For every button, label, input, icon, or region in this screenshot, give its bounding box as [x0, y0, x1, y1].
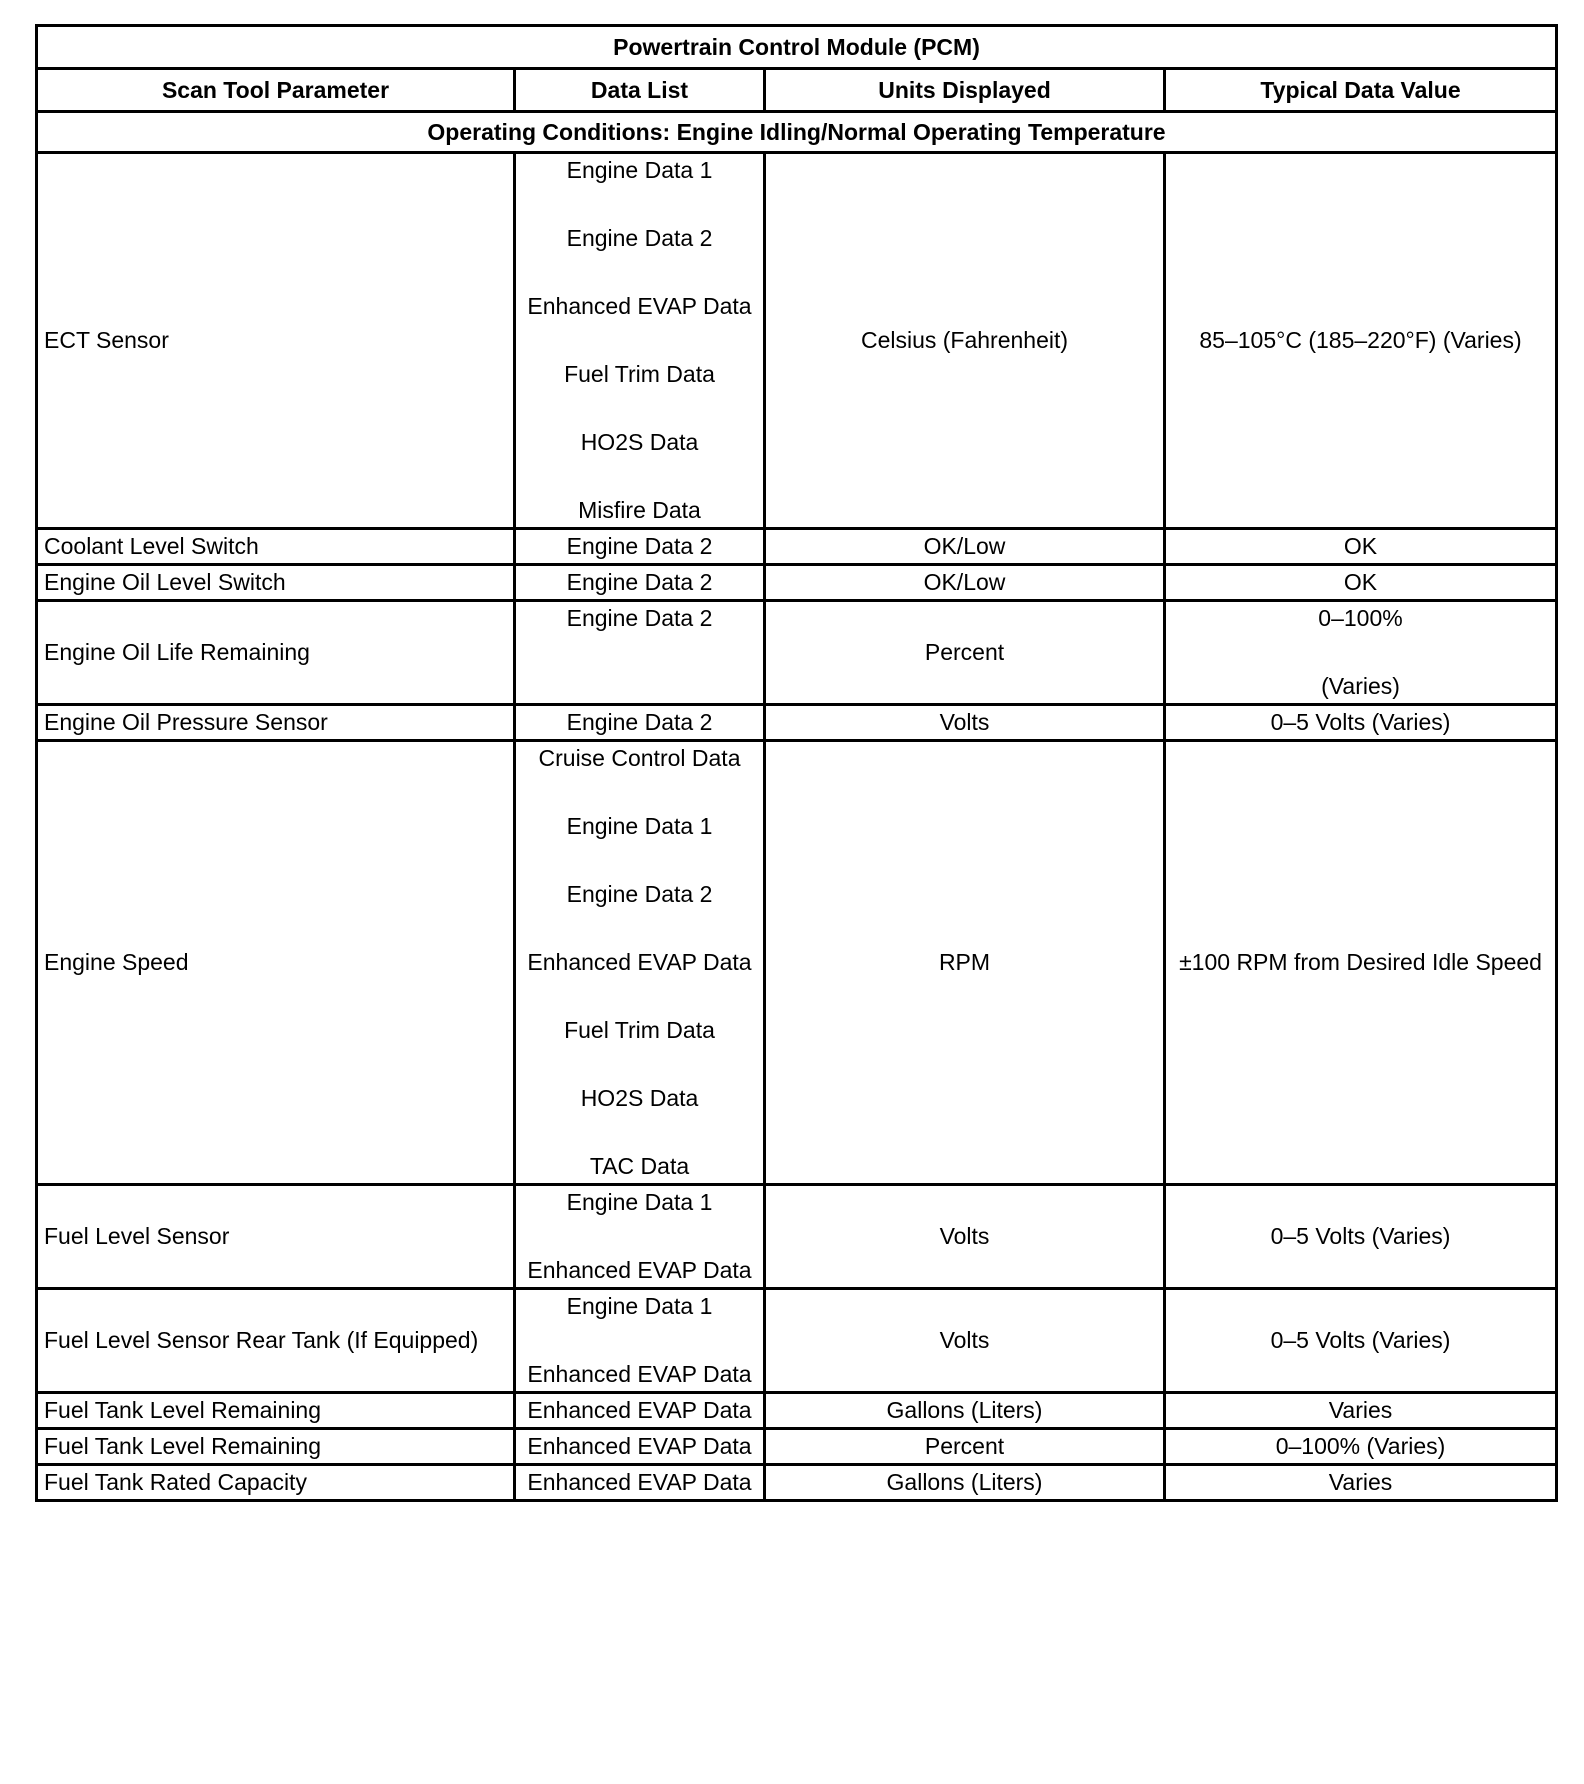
cell-typical-data-value [1165, 741, 1557, 1185]
data-list-entry: Engine Data 2 [566, 569, 713, 595]
table-row [37, 153, 1557, 529]
data-list-entry: HO2S Data [580, 429, 699, 455]
data-list-entry: Engine Data 2 [566, 605, 713, 631]
cell-data-list [515, 565, 765, 601]
table-row [37, 1393, 1557, 1429]
header-units-displayed: Units Displayed [765, 69, 1165, 112]
data-list-entry: Enhanced EVAP Data [527, 1257, 752, 1283]
typical-value-line: (Varies) [1321, 673, 1400, 699]
pcm-data-table [35, 24, 1558, 1502]
cell-typical-data-value [1165, 1289, 1557, 1393]
cell-data-list [515, 1465, 765, 1501]
cell-data-list [515, 741, 765, 1185]
table-title-row [37, 26, 1557, 69]
table-row [37, 1185, 1557, 1289]
data-list-entry: Engine Data 2 [566, 533, 713, 559]
data-list-entry: Engine Data 2 [566, 709, 713, 735]
cell-units-displayed: Percent [765, 1429, 1165, 1465]
typical-value-line: Varies [1328, 1397, 1393, 1423]
table-row [37, 1289, 1557, 1393]
table-row [37, 1429, 1557, 1465]
typical-value-line: 0–5 Volts (Varies) [1270, 709, 1451, 735]
table-row [37, 565, 1557, 601]
typical-value-line: OK [1343, 569, 1378, 595]
cell-typical-data-value [1165, 601, 1557, 705]
table-header-row [37, 69, 1557, 112]
data-list-entry: Enhanced EVAP Data [527, 1397, 752, 1423]
header-data-list: Data List [515, 69, 765, 112]
data-list-entry: Cruise Control Data [538, 745, 741, 771]
data-list-entry: Engine Data 1 [566, 157, 713, 183]
cell-typical-data-value [1165, 529, 1557, 565]
data-list-entry: Engine Data 1 [566, 1293, 713, 1319]
data-list-entry: HO2S Data [580, 1085, 699, 1111]
cell-scan-tool-parameter: Fuel Tank Level Remaining [37, 1429, 515, 1465]
table-row [37, 741, 1557, 1185]
cell-data-list [515, 529, 765, 565]
data-list-entry: Enhanced EVAP Data [527, 1433, 752, 1459]
data-list-entry: Engine Data 1 [566, 813, 713, 839]
cell-scan-tool-parameter: ECT Sensor [37, 153, 515, 529]
cell-typical-data-value [1165, 1185, 1557, 1289]
cell-typical-data-value [1165, 1429, 1557, 1465]
typical-value-line: 0–100% [1318, 605, 1403, 631]
data-list-entry: Enhanced EVAP Data [527, 293, 752, 319]
header-scan-tool-parameter: Scan Tool Parameter [37, 69, 515, 112]
data-list-entry: Fuel Trim Data [564, 1017, 715, 1043]
data-list-entry: Enhanced EVAP Data [527, 1469, 752, 1495]
cell-units-displayed: Percent [765, 601, 1165, 705]
cell-data-list [515, 705, 765, 741]
cell-scan-tool-parameter: Coolant Level Switch [37, 529, 515, 565]
data-list-entry: TAC Data [589, 1153, 690, 1179]
table-row [37, 1465, 1557, 1501]
typical-value-line: ±100 RPM from Desired Idle Speed [1179, 949, 1542, 975]
cell-units-displayed: OK/Low [765, 529, 1165, 565]
data-list-entry: Enhanced EVAP Data [527, 949, 752, 975]
cell-data-list [515, 153, 765, 529]
cell-scan-tool-parameter: Engine Oil Level Switch [37, 565, 515, 601]
table-row [37, 601, 1557, 705]
cell-typical-data-value [1165, 1465, 1557, 1501]
table-row [37, 705, 1557, 741]
data-list-entry: Engine Data 2 [566, 225, 713, 251]
cell-units-displayed: OK/Low [765, 565, 1165, 601]
table-body [37, 112, 1557, 1501]
table-row [37, 529, 1557, 565]
cell-typical-data-value [1165, 705, 1557, 741]
cell-scan-tool-parameter: Engine Oil Pressure Sensor [37, 705, 515, 741]
data-list-entry: Engine Data 2 [566, 881, 713, 907]
data-list-entry: Fuel Trim Data [564, 361, 715, 387]
cell-scan-tool-parameter: Engine Speed [37, 741, 515, 1185]
cell-units-displayed: Volts [765, 1289, 1165, 1393]
data-list-entry: Misfire Data [578, 497, 701, 523]
cell-typical-data-value [1165, 1393, 1557, 1429]
cell-data-list [515, 1185, 765, 1289]
table-title: Powertrain Control Module (PCM) [37, 26, 1557, 69]
cell-units-displayed: RPM [765, 741, 1165, 1185]
cell-units-displayed: Volts [765, 1185, 1165, 1289]
cell-scan-tool-parameter: Fuel Tank Rated Capacity [37, 1465, 515, 1501]
cell-data-list [515, 601, 765, 705]
data-list-entry: Enhanced EVAP Data [527, 1361, 752, 1387]
cell-typical-data-value [1165, 153, 1557, 529]
section-row [37, 112, 1557, 153]
typical-value-line: OK [1343, 533, 1378, 559]
typical-value-line: Varies [1328, 1469, 1393, 1495]
cell-scan-tool-parameter: Fuel Level Sensor Rear Tank (If Equipped) [37, 1289, 515, 1393]
data-list-entry: Engine Data 1 [566, 1189, 713, 1215]
cell-typical-data-value [1165, 565, 1557, 601]
operating-conditions-label: Operating Conditions: Engine Idling/Normal Operating Temperature [37, 112, 1557, 153]
cell-scan-tool-parameter: Fuel Tank Level Remaining [37, 1393, 515, 1429]
cell-scan-tool-parameter: Engine Oil Life Remaining [37, 601, 515, 705]
typical-value-line: 0–5 Volts (Varies) [1270, 1327, 1451, 1353]
typical-value-line: 85–105°C (185–220°F) (Varies) [1199, 327, 1522, 353]
typical-value-line: 0–100% (Varies) [1275, 1433, 1446, 1459]
cell-units-displayed: Volts [765, 705, 1165, 741]
cell-scan-tool-parameter: Fuel Level Sensor [37, 1185, 515, 1289]
cell-data-list [515, 1393, 765, 1429]
typical-value-line: 0–5 Volts (Varies) [1270, 1223, 1451, 1249]
cell-units-displayed: Gallons (Liters) [765, 1465, 1165, 1501]
cell-units-displayed: Celsius (Fahrenheit) [765, 153, 1165, 529]
cell-units-displayed: Gallons (Liters) [765, 1393, 1165, 1429]
cell-data-list [515, 1429, 765, 1465]
cell-data-list [515, 1289, 765, 1393]
header-typical-data-value: Typical Data Value [1165, 69, 1557, 112]
